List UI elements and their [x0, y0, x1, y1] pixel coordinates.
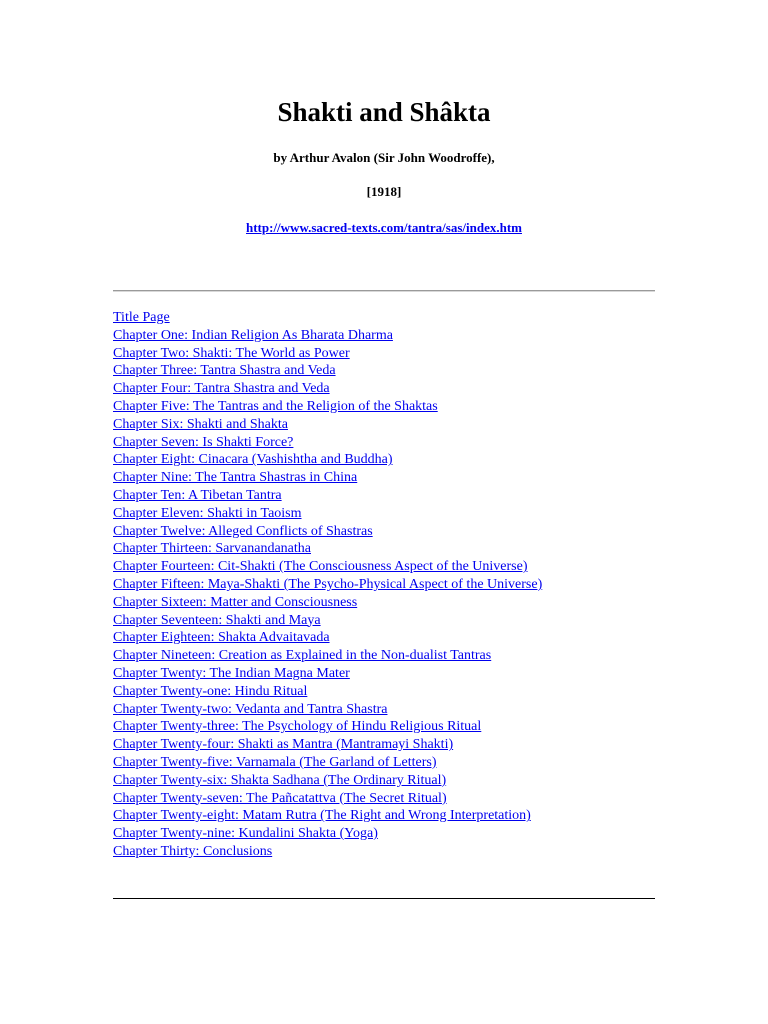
toc-link[interactable]: Chapter Seventeen: Shakti and Maya — [113, 612, 321, 628]
toc-item — [113, 701, 673, 719]
toc-link[interactable]: Chapter Seven: Is Shakti Force? — [113, 434, 294, 450]
table-of-contents — [113, 309, 673, 861]
toc-link[interactable]: Chapter Twenty-seven: The Pañcatattva (The Secret Ritual) — [113, 790, 447, 806]
document-title: Shakti and Shâkta — [277, 97, 491, 127]
toc-link[interactable]: Chapter Twenty-four: Shakti as Mantra (Mantramayi Shakti) — [113, 737, 454, 753]
toc-item — [113, 843, 673, 861]
toc-item — [113, 647, 673, 665]
toc-link[interactable]: Chapter Twenty-nine: Kundalini Shakta (Yoga) — [113, 826, 378, 842]
toc-link[interactable]: Chapter Ten: A Tibetan Tantra — [113, 487, 282, 503]
toc-link[interactable]: Chapter One: Indian Religion As Bharata Dharma — [113, 327, 393, 343]
toc-link[interactable]: Chapter Two: Shakti: The World as Power — [113, 345, 350, 361]
author-byline: by Arthur Avalon (Sir John Woodroffe), — [273, 150, 495, 165]
toc-link[interactable]: Chapter Four: Tantra Shastra and Veda — [113, 381, 330, 397]
toc-item — [113, 754, 673, 772]
toc-link[interactable]: Chapter Fifteen: Maya-Shakti (The Psycho-Physical Aspect of the Universe) — [113, 576, 543, 592]
toc-item — [113, 807, 673, 825]
toc-item — [113, 505, 673, 523]
toc-item — [113, 790, 673, 808]
toc-item — [113, 362, 673, 380]
toc-link[interactable]: Chapter Six: Shakti and Shakta — [113, 416, 288, 432]
toc-item — [113, 451, 673, 469]
toc-link[interactable]: Chapter Nine: The Tantra Shastras in China — [113, 470, 358, 486]
top-divider — [113, 290, 655, 292]
toc-item — [113, 380, 673, 398]
toc-link[interactable]: Chapter Three: Tantra Shastra and Veda — [113, 363, 336, 379]
toc-link[interactable]: Chapter Twenty-six: Shakta Sadhana (The Ordinary Ritual) — [113, 772, 447, 788]
toc-link[interactable]: Chapter Twenty-two: Vedanta and Tantra Shastra — [113, 701, 388, 717]
toc-item — [113, 736, 673, 754]
toc-item — [113, 434, 673, 452]
toc-item — [113, 327, 673, 345]
toc-link[interactable]: Chapter Twenty-five: Varnamala (The Garland of Letters) — [113, 754, 437, 770]
toc-item — [113, 612, 673, 630]
toc-link[interactable]: Title Page — [113, 310, 170, 325]
toc-link[interactable]: Chapter Fourteen: Cit-Shakti (The Consciousness Aspect of the Universe) — [113, 559, 528, 575]
toc-item — [113, 594, 673, 612]
toc-item — [113, 825, 673, 843]
toc-link[interactable]: Chapter Eleven: Shakti in Taoism — [113, 505, 302, 521]
publication-year: [1918] — [366, 184, 402, 199]
toc-item — [113, 398, 673, 416]
toc-item — [113, 345, 673, 363]
toc-item — [113, 772, 673, 790]
toc-link[interactable]: Chapter Twenty-three: The Psychology of Hindu Religious Ritual — [113, 719, 482, 735]
toc-link[interactable]: Chapter Sixteen: Matter and Consciousness — [113, 594, 358, 610]
toc-link[interactable]: Chapter Twenty: The Indian Magna Mater — [113, 665, 350, 681]
toc-item — [113, 309, 673, 327]
toc-link[interactable]: Chapter Five: The Tantras and the Religion of the Shaktas — [113, 398, 438, 414]
toc-link[interactable]: Chapter Eight: Cinacara (Vashishtha and Buddha) — [113, 452, 393, 468]
toc-item — [113, 540, 673, 558]
toc-item — [113, 469, 673, 487]
toc-item — [113, 558, 673, 576]
toc-link[interactable]: Chapter Twenty-one: Hindu Ritual — [113, 683, 308, 699]
toc-item — [113, 629, 673, 647]
toc-item — [113, 683, 673, 701]
toc-link[interactable]: Chapter Twelve: Alleged Conflicts of Shastras — [113, 523, 373, 539]
toc-link[interactable]: Chapter Nineteen: Creation as Explained in the Non-dualist Tantras — [113, 648, 492, 664]
toc-item — [113, 416, 673, 434]
toc-link[interactable]: Chapter Thirteen: Sarvanandanatha — [113, 541, 311, 557]
toc-item — [113, 523, 673, 541]
toc-item — [113, 665, 673, 683]
bottom-divider — [113, 898, 655, 899]
toc-item — [113, 487, 673, 505]
source-link-container — [0, 220, 768, 236]
toc-item — [113, 718, 673, 736]
toc-link[interactable]: Chapter Eighteen: Shakta Advaitavada — [113, 630, 330, 646]
toc-link[interactable]: Chapter Twenty-eight: Matam Rutra (The Right and Wrong Interpretation) — [113, 808, 531, 824]
toc-item — [113, 576, 673, 594]
source-url-link[interactable]: http://www.sacred-texts.com/tantra/sas/index.htm — [246, 220, 522, 235]
toc-link[interactable]: Chapter Thirty: Conclusions — [113, 843, 273, 859]
